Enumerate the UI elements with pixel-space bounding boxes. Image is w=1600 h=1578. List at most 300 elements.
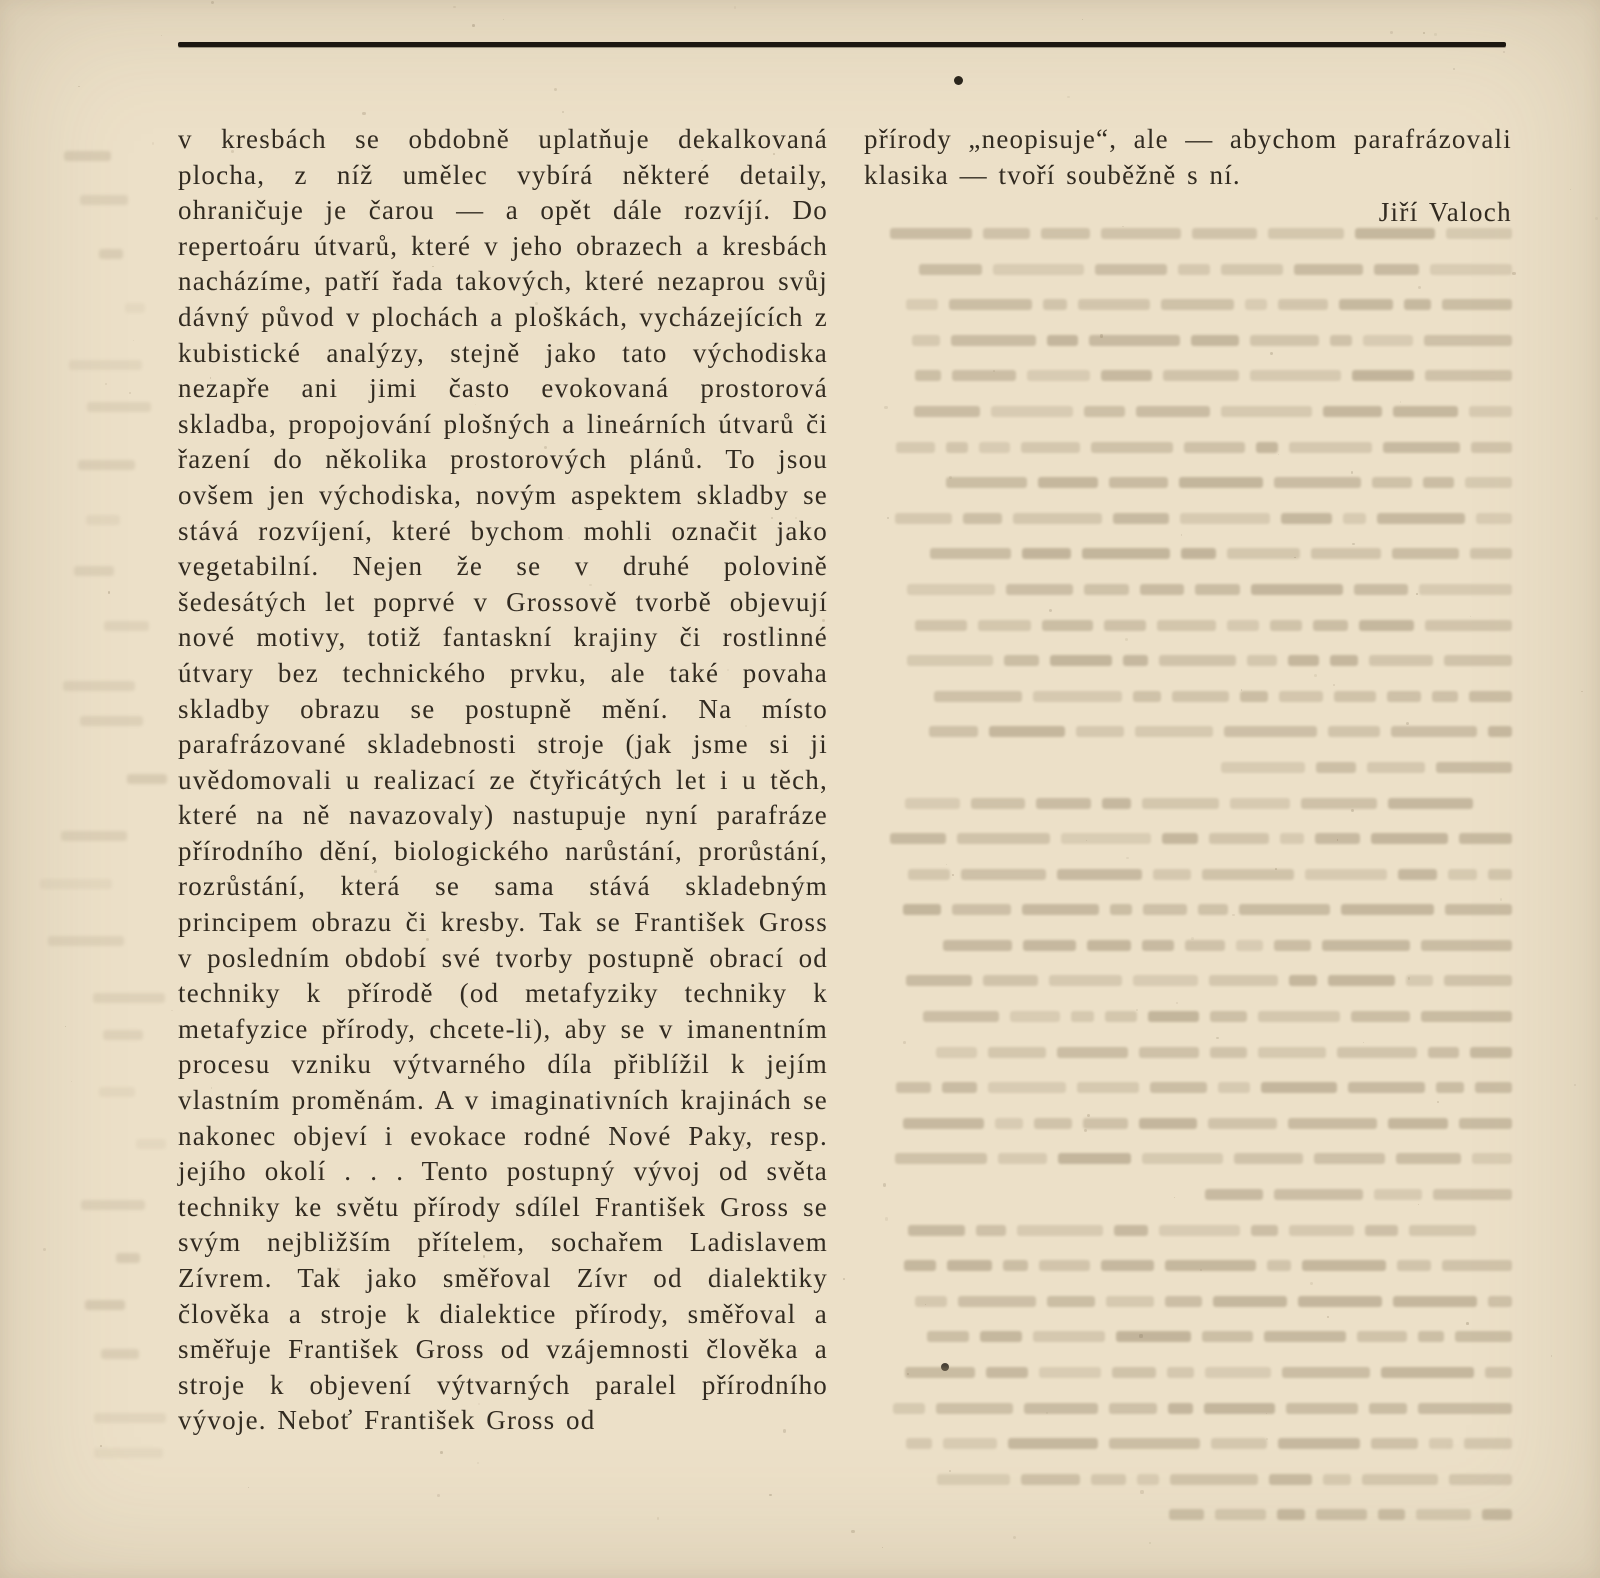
bleedthrough-word-blot [125,303,145,313]
bleedthrough-word-blot [1305,869,1387,880]
bleedthrough-word-blot [1057,1047,1128,1058]
bleedthrough-word-blot [1142,940,1174,951]
bleedthrough-word-blot [998,1153,1047,1164]
bleedthrough-word-blot [1084,584,1129,595]
paper-speck [544,446,547,449]
bleedthrough-word-blot [1404,299,1431,310]
bleedthrough-word-blot [1488,1296,1512,1307]
bleedthrough-word-blot [40,879,112,889]
bleedthrough-word-blot [1221,264,1282,275]
bleedthrough-word-blot [1136,406,1210,417]
bleedthrough-line [864,685,1512,707]
bleedthrough-word-blot [1472,1153,1512,1164]
paper-speck [822,619,825,622]
paper-speck [714,356,716,358]
bleedthrough-word-blot [1167,1367,1194,1378]
paper-speck [133,340,134,341]
paper-speck [1191,937,1194,940]
paper-speck [882,1547,883,1548]
bleedthrough-word-blot [1314,1153,1385,1164]
bleedthrough-word-blot [1482,1509,1512,1520]
bleedthrough-word-blot [988,1082,1066,1093]
paper-speck [299,677,301,679]
bleedthrough-word-blot [1388,798,1473,809]
bleedthrough-word-blot [103,1030,143,1040]
bleedthrough-word-blot [1106,1296,1154,1307]
bleedthrough-word-blot [1033,691,1122,702]
bleedthrough-word-blot [1211,1438,1267,1449]
bleedthrough-line [864,400,1512,422]
bleedthrough-word-blot [1393,1296,1477,1307]
bleedthrough-word-blot [1023,940,1076,951]
bleedthrough-line [864,364,1512,386]
bleedthrough-word-blot [971,798,1025,809]
bleedthrough-word-blot [903,904,941,915]
bleedthrough-word-blot [907,584,995,595]
bleedthrough-word-blot [63,681,135,691]
bleedthrough-word-blot [912,335,940,346]
bleedthrough-word-blot [1022,548,1071,559]
bleedthrough-word-blot [915,370,941,381]
bleedthrough-word-blot [936,1047,977,1058]
bleedthrough-word-blot [978,620,1031,631]
paper-speck [1125,638,1128,641]
bleedthrough-word-blot [1330,655,1358,666]
paper-speck [1270,352,1273,355]
bleedthrough-word-blot [1049,975,1122,986]
paper-speck [884,406,887,409]
paper-speck [171,1010,173,1012]
bleedthrough-word-blot [1444,655,1512,666]
paper-speck [1574,1084,1576,1086]
bleedthrough-word-blot [1140,584,1184,595]
paper-speck [371,249,373,251]
top-rule [178,42,1506,47]
bleedthrough-word-blot [1202,869,1294,880]
paper-speck [1570,189,1572,191]
bleedthrough-word-blot [1274,1189,1363,1200]
bleedthrough-word-blot [1039,1367,1101,1378]
bleedthrough-line [864,1290,1512,1312]
paper-speck [503,19,504,20]
bleedthrough-word-blot [1362,1474,1438,1485]
bleedthrough-word-blot [1247,655,1277,666]
paper-speck [993,370,995,372]
paper-speck [211,1,214,4]
bleedthrough-line [864,329,1512,351]
paper-speck [741,1144,743,1146]
bleedthrough-word-blot [1239,904,1330,915]
bleedthrough-word-blot [952,370,1016,381]
bleedthrough-word-blot [1448,869,1478,880]
bleedthrough-word-blot [976,1225,1007,1236]
bleedthrough-line [864,542,1512,564]
paper-speck [745,725,747,727]
paper-speck [374,870,377,873]
bleedthrough-word-blot [1008,1438,1098,1449]
bleedthrough-word-blot [1343,513,1367,524]
bleedthrough-word-blot [949,299,1032,310]
bleedthrough-word-blot [1378,1509,1406,1520]
paper-speck [210,377,212,379]
bleedthrough-word-blot [1180,513,1270,524]
bleedthrough-line [864,293,1512,315]
bleedthrough-word-blot [1142,798,1219,809]
bleedthrough-word-blot [1475,1082,1512,1093]
bleedthrough-line [864,756,1512,778]
paper-speck [769,1494,772,1497]
bleedthrough-word-blot [1278,299,1328,310]
paper-speck [440,1451,443,1454]
paper-speck [1314,674,1317,677]
paper-speck [1416,593,1418,595]
bleedthrough-line [864,258,1512,280]
bleedthrough-word-blot [907,655,992,666]
bleedthrough-word-blot [1250,335,1318,346]
bleedthrough-word-blot [1202,1331,1253,1342]
bleedthrough-word-blot [1215,1509,1266,1520]
bleedthrough-word-blot [136,1139,166,1149]
bleedthrough-line [864,827,1512,849]
bleedthrough-word-blot [1159,655,1236,666]
bleedthrough-word-blot [1470,1047,1512,1058]
bleedthrough-word-blot [952,904,1011,915]
paper-speck [1423,32,1425,34]
bleedthrough-word-blot [991,406,1073,417]
paper-speck [1216,1037,1218,1039]
bleedthrough-word-blot [1213,1296,1286,1307]
bleedthrough-word-blot [1387,691,1420,702]
bleedthrough-word-blot [905,1367,975,1378]
bleedthrough-word-blot [1047,1296,1095,1307]
bleedthrough-word-blot [1436,1082,1465,1093]
paper-speck [1200,1269,1202,1271]
bleedthrough-word-blot [943,940,1012,951]
bleedthrough-line [864,578,1512,600]
bleedthrough-word-blot [1224,726,1317,737]
bleedthrough-word-blot [1286,1403,1358,1414]
bleedthrough-word-blot [1371,833,1449,844]
bleedthrough-word-blot [1381,1367,1474,1378]
bleedthrough-word-blot [986,1367,1028,1378]
bleedthrough-word-blot [1269,1474,1312,1485]
bleedthrough-word-blot [1469,691,1512,702]
bleedthrough-word-blot [1148,1011,1199,1022]
paper-speck [1241,689,1243,691]
bleedthrough-word-blot [1113,513,1170,524]
paper-speck [562,111,564,113]
bleedthrough-word-blot [963,513,1001,524]
bleedthrough-word-blot [1047,335,1078,346]
bleedthrough-word-blot [1058,1153,1131,1164]
bleedthrough-word-blot [1256,442,1279,453]
bleedthrough-word-blot [1398,869,1437,880]
bleedthrough-word-blot [1013,513,1102,524]
bleedthrough-word-blot [1436,762,1512,773]
paper-speck [1275,868,1277,870]
bleedthrough-word-blot [957,833,1050,844]
bleedthrough-word-blot [1109,1403,1157,1414]
bleedthrough-word-blot [995,1118,1023,1129]
bleedthrough-word-blot [87,402,151,412]
bleedthrough-word-blot [1250,370,1341,381]
bleedthrough-word-blot [927,1331,969,1342]
bleedthrough-line [864,1503,1512,1525]
bleedthrough-word-blot [1352,370,1414,381]
bleedthrough-word-blot [1139,1118,1198,1129]
bleedthrough-word-blot [1123,655,1147,666]
paper-speck [43,1248,46,1251]
bleedthrough-word-blot [1365,1225,1398,1236]
bleedthrough-line [864,1112,1512,1134]
bleedthrough-word-blot [1442,299,1512,310]
paper-speck [511,1314,514,1317]
paper-speck [1351,809,1354,812]
bleedthrough-word-blot [1091,1474,1126,1485]
paper-speck [795,517,797,519]
bleedthrough-word-blot [1137,1474,1159,1485]
bleedthrough-word-blot [1240,691,1268,702]
bleedthrough-word-blot [1087,940,1132,951]
bleedthrough-word-blot [1198,904,1228,915]
paper-speck [1390,31,1393,34]
bleedthrough-word-blot [896,1082,931,1093]
bleedthrough-line [864,898,1512,920]
bleedthrough-word-blot [1210,1011,1247,1022]
bleedthrough-word-blot [1161,299,1233,310]
paper-speck [596,460,599,463]
bleedthrough-word-blot [1280,833,1304,844]
bleedthrough-word-blot [1083,1118,1128,1129]
bleedthrough-word-blot [1101,370,1152,381]
bleedthrough-word-blot [1102,798,1130,809]
bleedthrough-word-blot [1334,691,1376,702]
paper-speck [1400,401,1401,402]
bleedthrough-word-blot [905,798,960,809]
bleedthrough-word-blot [1004,655,1039,666]
bleedthrough-line [864,1361,1512,1383]
bleedthrough-word-blot [1360,620,1414,631]
paper-speck [437,1494,440,1497]
bleedthrough-word-blot [1170,1474,1259,1485]
bleedthrough-word-blot [1281,513,1332,524]
bleedthrough-word-blot [1218,1082,1250,1093]
bleedthrough-word-blot [1485,1367,1512,1378]
paper-speck [1327,1316,1329,1318]
bleedthrough-line [864,1005,1512,1027]
paper-speck [883,1183,886,1186]
bleedthrough-word-blot [1369,1403,1407,1414]
paper-speck [337,1268,340,1271]
bleedthrough-word-blot [1313,620,1348,631]
bleedthrough-word-blot [1288,1118,1378,1129]
bleedthrough-word-blot [1006,584,1073,595]
bleedthrough-word-blot [1459,1118,1512,1129]
bleedthrough-word-blot [979,442,1010,453]
bleedthrough-word-blot [1383,442,1460,453]
bleedthrough-word-blot [1282,1367,1370,1378]
bleedthrough-word-blot [1139,1047,1199,1058]
paper-speck [701,160,702,161]
bleedthrough-word-blot [1133,691,1161,702]
bleedthrough-word-blot [1251,1225,1277,1236]
paper-speck [1082,19,1083,20]
bleedthrough-word-blot [1208,1118,1276,1129]
right-paragraph: přírody „neopisuje“, ale — abychom parafrázovali klasika — tvoří souběžně s ní. [864,124,1512,190]
paper-speck [1418,1204,1419,1205]
paper-speck [1434,33,1437,36]
bleedthrough-word-blot [1162,833,1197,844]
bleedthrough-word-blot [989,726,1065,737]
bleedthrough-word-blot [1101,1260,1154,1271]
bleedthrough-line [864,1397,1512,1419]
bleedthrough-word-blot [937,1474,1010,1485]
paper-speck [1466,1322,1469,1325]
bleedthrough-word-blot [1003,1260,1028,1271]
paper-speck [843,1278,845,1280]
bleedthrough-word-blot [1185,940,1225,951]
bleedthrough-word-blot [929,726,977,737]
bleedthrough-word-blot [1084,406,1126,417]
bleedthrough-word-blot [1095,264,1168,275]
paper-speck [1503,51,1505,53]
bleedthrough-word-blot [1042,620,1093,631]
bleedthrough-word-blot [1204,1403,1275,1414]
bleedthrough-word-blot [1418,1331,1444,1342]
bleedthrough-word-blot [1471,442,1512,453]
bleedthrough-word-blot [1168,1403,1193,1414]
bleedthrough-word-blot [1022,904,1098,915]
bleedthrough-word-blot [904,1260,936,1271]
bleedthrough-word-blot [1367,762,1425,773]
bleedthrough-word-blot [116,1253,140,1263]
bleedthrough-word-blot [81,1200,145,1210]
bleedthrough-word-blot [1328,726,1379,737]
bleedthrough-word-blot [1104,620,1146,631]
bleedthrough-word-blot [99,249,123,259]
bleedthrough-word-blot [1112,1367,1156,1378]
bleedthrough-word-blot [127,774,167,784]
bleedthrough-word-blot [1210,1047,1247,1058]
bleedthrough-word-blot [1033,1331,1106,1342]
bleedthrough-word-blot [1311,548,1380,559]
paper-speck [1406,722,1409,725]
bleedthrough-word-blot [1294,264,1363,275]
bleedthrough-word-blot [101,1349,139,1359]
bleedthrough-word-blot [1221,406,1312,417]
bleedthrough-word-blot [1337,1047,1417,1058]
bleedthrough-word-blot [914,406,980,417]
bleedthrough-word-blot [951,335,1036,346]
bleedthrough-word-blot [1371,1438,1417,1449]
bleedthrough-word-blot [1251,584,1343,595]
bleedthrough-word-blot [1393,406,1458,417]
bleedthrough-word-blot [1043,299,1067,310]
bleedthrough-word-blot [1179,477,1263,488]
paper-speck [791,924,793,926]
bleedthrough-word-blot [1339,299,1393,310]
bleedthrough-word-blot [1165,1260,1256,1271]
bleedthrough-line [864,649,1512,671]
paper-speck [589,584,592,587]
bleedthrough-word-blot [1424,335,1512,346]
bleedthrough-word-blot [936,1403,1013,1414]
bleedthrough-word-blot [1036,798,1092,809]
bleedthrough-word-blot [923,1011,999,1022]
bleedthrough-word-blot [915,620,966,631]
paper-speck [1551,1355,1552,1356]
bleedthrough-word-blot [69,360,142,370]
bleedthrough-line [864,614,1512,636]
bleedthrough-word-blot [1209,975,1277,986]
bleedthrough-word-blot [1442,1260,1512,1271]
paper-speck [248,1487,249,1488]
bleedthrough-word-blot [1289,1225,1354,1236]
bleedthrough-word-blot [1322,940,1411,951]
bleedthrough-word-blot [1270,620,1303,631]
bleedthrough-word-blot [1316,762,1356,773]
bleedthrough-word-blot [1392,548,1460,559]
bleedthrough-word-blot [1289,442,1372,453]
paper-speck [408,389,409,390]
bleedthrough-word-blot [1433,1189,1512,1200]
bleedthrough-word-blot [1421,940,1512,951]
bleedthrough-word-blot [1274,477,1361,488]
bleedthrough-word-blot [1464,1438,1512,1449]
bleedthrough-word-blot [1425,370,1512,381]
paper-speck [554,88,557,91]
bleedthrough-word-blot [1445,904,1512,915]
bleedthrough-word-blot [1444,975,1512,986]
bleedthrough-word-blot [1267,1260,1291,1271]
bleedthrough-line [864,934,1512,956]
bleedthrough-word-blot [1264,1331,1346,1342]
paper-speck [403,450,404,451]
bleedthrough-word-blot [1351,1011,1411,1022]
paper-speck [78,86,80,88]
bleedthrough-word-blot [1038,477,1097,488]
paper-speck [453,6,456,9]
paper-speck [459,1136,462,1139]
bleedthrough-word-blot [947,1260,992,1271]
bleedthrough-word-blot [1419,584,1512,595]
bleedthrough-word-blot [1391,726,1477,737]
bleedthrough-word-blot [1288,655,1319,666]
bleedthrough-word-blot [1369,655,1433,666]
bleedthrough-word-blot [1378,513,1466,524]
paper-speck [734,6,737,9]
bleedthrough-word-blot [930,548,1011,559]
paper-speck [472,24,475,27]
bleedthrough-word-blot [1328,975,1395,986]
bleedthrough-word-blot [1181,548,1216,559]
bleedthrough-word-blot [1449,1474,1512,1485]
bleedthrough-word-blot [919,264,982,275]
bleedthrough-word-blot [1459,833,1512,844]
left-text-column [178,122,828,1439]
left-paragraph: v kresbách se obdobně uplatňuje dekalkovaná plocha, z níž umělec vybírá některé detaily, ohraničuje je čarou — a opět dále rozvíjí. Do repertoáru útvarů, které v jeho obrazech a kresbách nacházíme, patří řada takových, které nezaprou svůj dávný původ v plochách a ploškách, vycházejících z kubistické analýzy, stejně jako tato východiska nezapře ani jimi často evokovaná prostorová skladba, propojování plošných a lineárních útvarů či řazení do několika prostorových plánů. To jsou ovšem jen východiska, novým aspektem skladby se stává rozvíjení, které bychom mohli označit jako vegetabilní. Nejen že se v druhé polovině šedesátých let poprvé v Grossově tvorbě objevují nové motivy, totiž fantaskní krajiny či rostlinné útvary bez technického prvku, ale také povaha skladby obrazu se postupně mění. Na místo parafrázované skladebnosti stroje (jak jsme si ji uvědomovali u realizací ze čtyřicátých let i u těch, které na ně navazovaly) nastupuje nyní parafráze přírodního dění, biologického narůstání, prorůstání, rozrůstání, která se sama stává skladebným principem obrazu či kresby. Tak se František Gross v posledním období své tvorby postupně obrací od techniky k přírodě (od metafyziky techniky k metafyzice přírody, chcete-li), aby se v imanentním procesu vzniku výtvarného díla přiblížil k jejím vlastním proměnám. A v imaginativních krajinách se nakonec objeví i evokace rodné Nové Paky, resp. jejího okolí . . . Tento postupný vývoj od světa techniky ke světu přírody sdílel František Gross se svým nejbližším přítelem, sochařem Ladislavem Zívrem. Tak jako směřoval Zívr od dialektiky člověka a stroje k dialektice přírody, směřoval a směřuje František Gross od vzájemnosti člověka a stroje k objevení výtvarných paralel přírodního vývoje. Neboť František Gross od [178,124,828,1436]
bleedthrough-word-blot [64,151,111,161]
bleedthrough-line [864,720,1512,742]
bleedthrough-word-blot [1150,1082,1207,1093]
bleedthrough-word-blot [1488,726,1512,737]
bleedthrough-word-blot [1421,1011,1512,1022]
paper-speck [907,1373,909,1375]
paper-speck [1581,691,1583,693]
bleedthrough-word-blot [1133,975,1198,986]
bleedthrough-word-blot [99,1087,134,1097]
bleedthrough-word-blot [1470,548,1512,559]
